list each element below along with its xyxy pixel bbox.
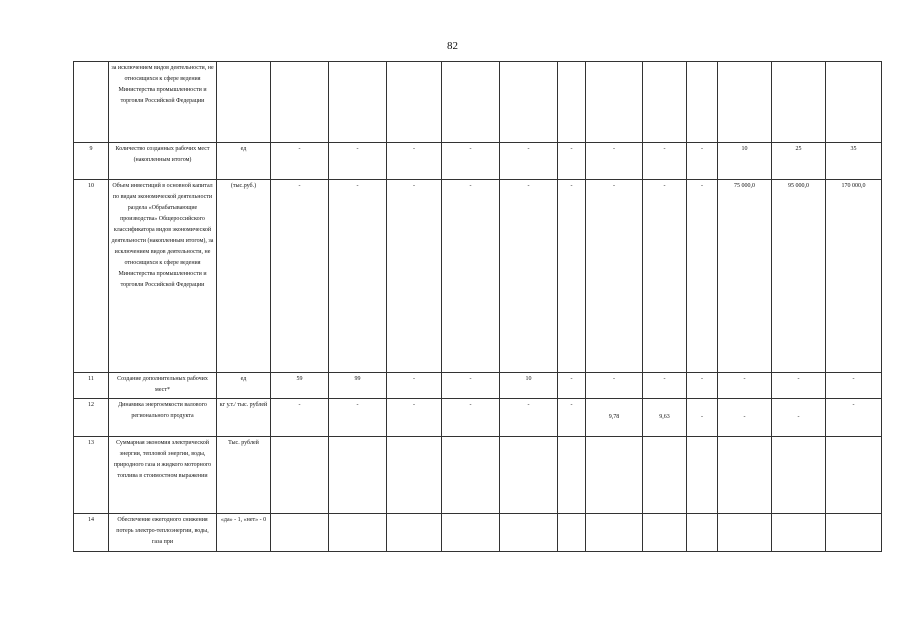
row-number: 14 (74, 514, 109, 552)
value-cell (643, 514, 687, 552)
unit-cell: «да» - 1, «нет» - 0 (217, 514, 271, 552)
page-number: 82 (447, 40, 458, 52)
row-number: 10 (74, 180, 109, 373)
unit-cell: Тыс. рублей (217, 437, 271, 514)
table-row (74, 180, 882, 373)
value-cell (500, 514, 558, 552)
value-cell: - (558, 399, 586, 437)
value-cell (558, 62, 586, 143)
value-cell: - (687, 399, 718, 437)
value-cell: - (772, 399, 826, 437)
value-cell: - (643, 143, 687, 180)
value-cell (687, 437, 718, 514)
value-cell: - (387, 180, 442, 373)
unit-cell: ед (217, 143, 271, 180)
value-cell: - (718, 399, 772, 437)
value-cell (586, 437, 643, 514)
value-cell: 95 000,0 (772, 180, 826, 373)
value-cell: 99 (329, 373, 387, 399)
row-number: 11 (74, 373, 109, 399)
row-number: 12 (74, 399, 109, 437)
value-cell: 35 (826, 143, 882, 180)
indicator-name: Суммарная экономия электрической энергии, тепловой энергии, воды, природного газа и жидкого моторного топлива в стоимостном выражении (109, 437, 217, 514)
value-cell: - (687, 180, 718, 373)
value-cell (772, 62, 826, 143)
value-cell: - (271, 180, 329, 373)
table-row (74, 437, 882, 514)
value-cell: 9,78 (586, 399, 643, 437)
table-row (74, 143, 882, 180)
row-number: 9 (74, 143, 109, 180)
value-cell (718, 62, 772, 143)
value-cell: - (586, 143, 643, 180)
value-cell (772, 437, 826, 514)
value-cell: - (271, 399, 329, 437)
value-cell: - (329, 399, 387, 437)
unit-cell: (тыс.руб.) (217, 180, 271, 373)
value-cell (586, 62, 643, 143)
value-cell (442, 437, 500, 514)
value-cell: - (442, 399, 500, 437)
value-cell: - (826, 373, 882, 399)
value-cell: - (687, 373, 718, 399)
value-cell (329, 514, 387, 552)
value-cell: - (586, 180, 643, 373)
value-cell: - (387, 399, 442, 437)
table-row (74, 399, 882, 437)
value-cell (558, 514, 586, 552)
value-cell: - (558, 143, 586, 180)
value-cell (271, 62, 329, 143)
value-cell: - (329, 143, 387, 180)
value-cell: - (826, 399, 882, 437)
value-cell: - (500, 180, 558, 373)
value-cell: - (643, 180, 687, 373)
table-row (74, 62, 882, 143)
indicator-name: за исключением видов деятельности, не относящихся к сфере ведения Министерства промышленности и торговли Российской Федерации (109, 62, 217, 143)
value-cell (387, 514, 442, 552)
unit-cell: ед (217, 373, 271, 399)
value-cell (442, 514, 500, 552)
value-cell: 25 (772, 143, 826, 180)
value-cell: 170 000,0 (826, 180, 882, 373)
unit-cell (217, 62, 271, 143)
value-cell (687, 62, 718, 143)
value-cell (558, 437, 586, 514)
value-cell (826, 437, 882, 514)
value-cell (442, 62, 500, 143)
value-cell: 10 (718, 143, 772, 180)
value-cell (387, 62, 442, 143)
value-cell: - (442, 180, 500, 373)
value-cell (643, 62, 687, 143)
value-cell: 10 (500, 373, 558, 399)
value-cell (329, 437, 387, 514)
value-cell: - (442, 143, 500, 180)
indicator-name: Обеспечение ежегодного снижения потерь электро-теплоэнергии, воды, газа при (109, 514, 217, 552)
value-cell: - (772, 373, 826, 399)
value-cell (586, 514, 643, 552)
value-cell: - (442, 373, 500, 399)
value-cell: - (558, 180, 586, 373)
value-cell: - (387, 373, 442, 399)
value-cell (718, 437, 772, 514)
value-cell (643, 437, 687, 514)
row-number (74, 62, 109, 143)
value-cell (826, 514, 882, 552)
value-cell (271, 514, 329, 552)
value-cell: - (718, 373, 772, 399)
value-cell (500, 437, 558, 514)
indicators-table (73, 61, 882, 552)
value-cell (772, 514, 826, 552)
indicator-name: Создание дополнительных рабочих мест* (109, 373, 217, 399)
unit-cell: кг у.т./ тыс. рублей (217, 399, 271, 437)
value-cell: 59 (271, 373, 329, 399)
value-cell: - (500, 143, 558, 180)
value-cell: - (329, 180, 387, 373)
indicator-name: Объем инвестиций в основной капитал по видам экономической деятельности раздела «Обрабатывающие производства» Общероссийского классификатора видов экономической деятельности (накопленным итогом), за исключением видов деятельности, не относящихся к сфере ведения Министерства промышленности и торговли Российской Федерации (109, 180, 217, 373)
value-cell: - (586, 373, 643, 399)
value-cell (271, 437, 329, 514)
table-row (74, 514, 882, 552)
indicator-name: Количество созданных рабочих мест (накопленным итогом) (109, 143, 217, 180)
value-cell: - (271, 143, 329, 180)
value-cell: - (687, 143, 718, 180)
value-cell (718, 514, 772, 552)
value-cell: 9,63 (643, 399, 687, 437)
value-cell (329, 62, 387, 143)
value-cell: - (387, 143, 442, 180)
value-cell: - (558, 373, 586, 399)
value-cell: 75 000,0 (718, 180, 772, 373)
value-cell: - (643, 373, 687, 399)
value-cell: - (500, 399, 558, 437)
value-cell (687, 514, 718, 552)
table-row (74, 373, 882, 399)
value-cell (500, 62, 558, 143)
row-number: 13 (74, 437, 109, 514)
value-cell (387, 437, 442, 514)
value-cell (826, 62, 882, 143)
indicator-name: Динамика энергоемкости валового регионального продукта (109, 399, 217, 437)
